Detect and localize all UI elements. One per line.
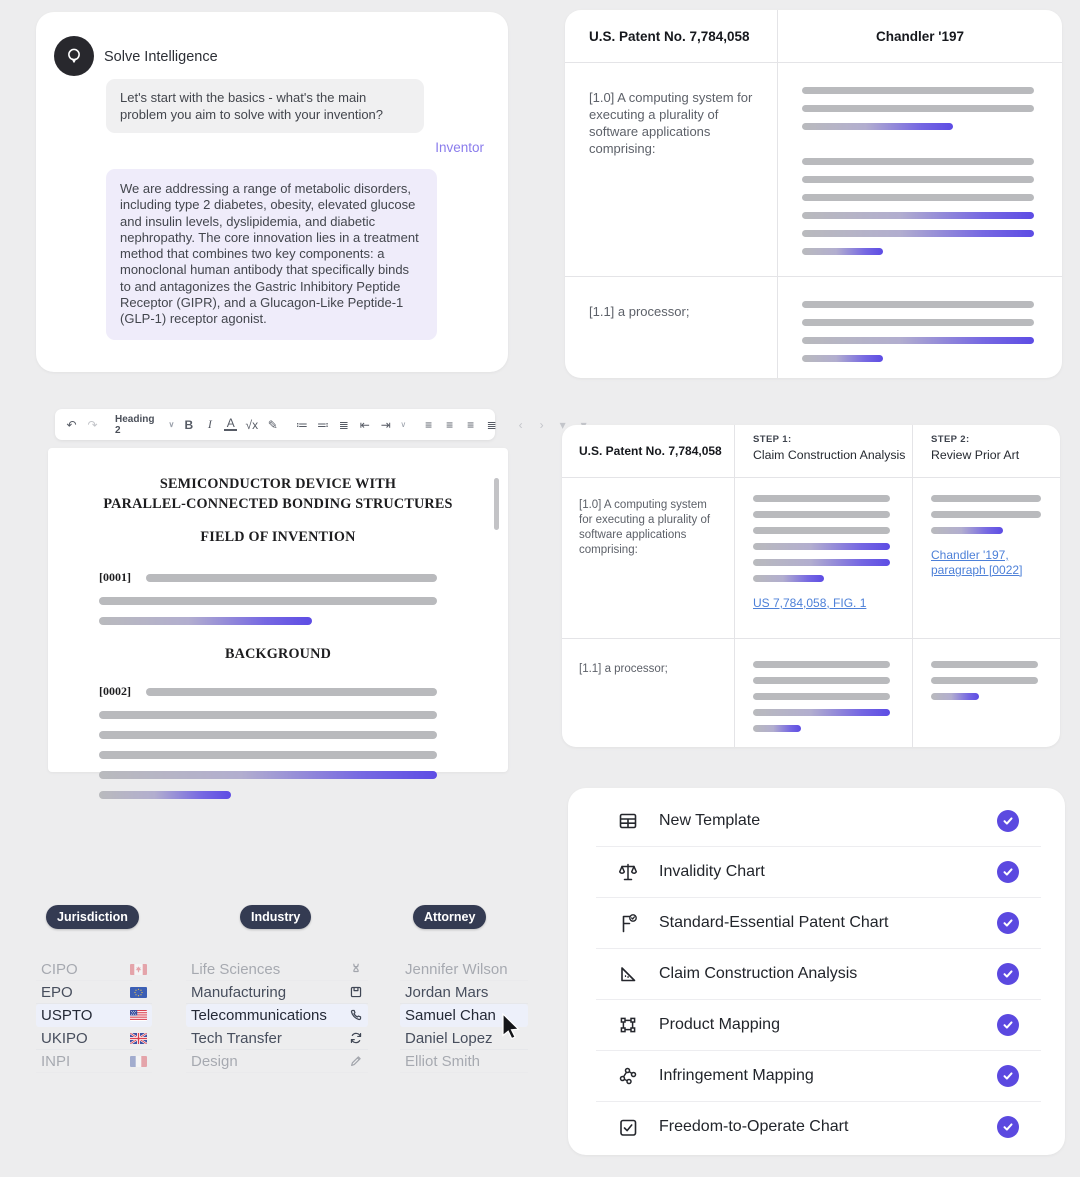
inventor-message: We are addressing a range of metabolic disorders, including type 2 diabetes, obesity, elevated glucose and insulin levels, dyslipidemia, and diabetic nephropathy. The core innovation lies in a treatment method that combines two key components: a monoclonal human antibody that specifically binds to and antagonizes the Gastric Inhibitory Peptide Receptor (GIPR), and a Glucagon-Like Peptide-1 (GLP-1) receptor agonist. — [106, 169, 437, 340]
option-label: EPO — [41, 983, 73, 1001]
redacted-text-bar — [802, 194, 1034, 201]
package-icon — [349, 985, 363, 999]
section-heading: BACKGROUND — [224, 646, 332, 662]
paragraph-0001 — [48, 570, 508, 625]
dna-icon — [349, 962, 363, 976]
redacted-text-bar — [802, 158, 1034, 165]
redacted-text-bar — [753, 693, 890, 700]
uk-flag-icon — [130, 1033, 147, 1044]
invalidity-chart-panel — [565, 10, 1062, 378]
option-label: Life Sciences — [191, 960, 281, 978]
redacted-text-bar — [753, 495, 890, 502]
option-label: USPTO — [41, 1006, 93, 1024]
redacted-text-bar — [753, 709, 890, 716]
jurisdiction-pill: Jurisdiction — [46, 905, 139, 929]
step1-label: STEP 1: — [753, 434, 792, 445]
redacted-text-bar — [753, 543, 890, 550]
align-right-button[interactable]: ≡ — [467, 417, 475, 432]
scrollbar[interactable] — [494, 478, 499, 530]
step2-cell — [912, 639, 1060, 747]
redacted-text-bar — [802, 123, 953, 130]
check-badge — [997, 861, 1019, 883]
mouse-cursor — [498, 1012, 524, 1047]
check-badge — [997, 810, 1019, 832]
redacted-analysis — [753, 661, 890, 732]
redacted-text-bar — [802, 105, 1034, 112]
redacted-text-bar — [99, 731, 437, 739]
option-label: Elliot Smith — [405, 1052, 481, 1070]
template-item-claim-construction-analysis[interactable] — [596, 949, 1041, 1000]
redacted-text-bar — [931, 527, 1003, 534]
assistant-message: Let's start with the basics - what's the main problem you aim to solve with your invention? — [106, 79, 424, 133]
heading-select-value: Heading 2 — [115, 413, 155, 436]
industry-option-design[interactable] — [186, 1050, 368, 1073]
redacted-text-bar — [802, 337, 1034, 344]
redacted-text-bar — [802, 355, 883, 362]
check-badge — [997, 912, 1019, 934]
step2-title: Review Prior Art — [931, 448, 1020, 462]
jurisdiction-option-ukipo[interactable] — [36, 1027, 152, 1050]
attorney-option-elliot-smith[interactable] — [400, 1050, 528, 1073]
undo-icon[interactable]: ↶ — [66, 417, 77, 432]
sync-icon — [349, 1031, 363, 1045]
redacted-text-bar — [802, 248, 883, 255]
check-badge — [997, 1116, 1019, 1138]
template-menu-panel — [568, 788, 1065, 1155]
table-row — [562, 478, 1060, 638]
chevron-down-icon[interactable]: ∨ — [400, 420, 407, 429]
industry-option-manufacturing[interactable] — [186, 981, 368, 1004]
claim-construction-panel — [562, 425, 1060, 747]
step2-label: STEP 2: — [931, 434, 970, 445]
eu-flag-icon — [130, 987, 147, 998]
check-badge — [997, 963, 1019, 985]
option-label: CIPO — [41, 960, 78, 978]
align-left-button[interactable]: ≡ — [425, 417, 433, 432]
option-label: Telecommunications — [191, 1006, 327, 1024]
template-item-infringement-mapping[interactable] — [596, 1051, 1041, 1102]
redacted-text-bar — [753, 677, 890, 684]
vector-square-icon — [616, 1014, 640, 1036]
option-label: Tech Transfer — [191, 1029, 282, 1047]
outdent-button[interactable]: ⇤ — [359, 417, 370, 432]
nav-next-icon[interactable]: › — [539, 417, 544, 432]
template-label: New Template — [659, 812, 761, 829]
pen-icon — [349, 1054, 363, 1068]
template-label: Invalidity Chart — [659, 863, 765, 880]
redo-icon[interactable]: ↷ — [87, 417, 98, 432]
formula-button[interactable]: √x — [245, 417, 259, 432]
option-label: Daniel Lopez — [405, 1029, 493, 1047]
paragraph-tag: [0001] — [99, 570, 131, 584]
claim-text: [1.0] A computing system for executing a plurality of software applications comprising: — [579, 499, 711, 556]
redacted-text-bar — [99, 597, 437, 605]
document-title-line1: SEMICONDUCTOR DEVICE WITH — [159, 476, 397, 492]
redacted-text-bar — [931, 693, 979, 700]
option-label: Manufacturing — [191, 983, 287, 1001]
redacted-text-bar — [99, 751, 437, 759]
text-color-button[interactable]: A — [224, 418, 237, 431]
jurisdiction-list — [36, 958, 152, 1073]
step1-cell — [734, 639, 912, 747]
redacted-text-bar — [99, 711, 437, 719]
nav-prev-icon[interactable]: ‹ — [518, 417, 523, 432]
redacted-text-bar — [753, 661, 890, 668]
patent-column-header: U.S. Patent No. 7,784,058 — [589, 28, 750, 44]
redacted-text-bar — [931, 495, 1041, 502]
redacted-text-bar — [99, 771, 437, 779]
option-label: Jordan Mars — [405, 983, 489, 1001]
option-label: UKIPO — [41, 1029, 88, 1047]
jurisdiction-option-uspto[interactable] — [36, 1004, 152, 1027]
template-item-product-mapping[interactable] — [596, 1000, 1041, 1051]
template-item-freedom-to-operate-chart[interactable] — [596, 1102, 1041, 1152]
redacted-text-bar — [753, 559, 890, 566]
redacted-analysis-cell — [777, 277, 1062, 378]
template-label: Claim Construction Analysis — [659, 965, 858, 982]
steps-table-header — [562, 425, 1060, 478]
option-label: INPI — [41, 1052, 71, 1070]
redacted-text-bar — [753, 511, 890, 518]
step1-title: Claim Construction Analysis — [753, 448, 906, 462]
italic-button[interactable]: I — [207, 417, 212, 431]
redacted-text-bar — [802, 319, 1034, 326]
claim-text: [1.1] a processor; — [589, 304, 690, 319]
highlight-button[interactable]: ✎ — [267, 417, 278, 432]
industry-option-life-sciences[interactable] — [186, 958, 368, 981]
brand-name: Solve Intelligence — [104, 49, 218, 65]
attorney-option-jordan-mars[interactable] — [400, 981, 528, 1004]
redacted-text-bar — [146, 574, 437, 582]
check-badge — [997, 1065, 1019, 1087]
checkbox-icon — [616, 1116, 640, 1138]
redacted-text-bar — [99, 791, 231, 799]
align-justify-button[interactable]: ≣ — [486, 417, 497, 432]
invalidity-table-header — [565, 10, 1062, 63]
set-square-icon — [616, 963, 640, 985]
chat-panel — [36, 12, 508, 372]
usa-flag-icon — [130, 1010, 147, 1021]
france-flag-icon — [130, 1056, 147, 1067]
canada-flag-icon — [130, 964, 147, 975]
network-icon — [616, 1065, 640, 1087]
redacted-paragraph — [99, 597, 437, 625]
industry-pill: Industry — [240, 905, 311, 929]
industry-option-tech-transfer[interactable] — [186, 1027, 368, 1050]
scales-icon — [616, 861, 640, 883]
redacted-text-bar — [802, 212, 1034, 219]
ordered-list-button[interactable]: ≕ — [316, 417, 329, 432]
template-label: Infringement Mapping — [659, 1067, 814, 1084]
editor-toolbar — [55, 409, 566, 440]
bold-button[interactable]: B — [184, 417, 194, 432]
indent-button[interactable]: ⇥ — [380, 417, 391, 432]
step1-cell — [734, 478, 912, 638]
redacted-text-bar — [753, 575, 824, 582]
redacted-text-bar — [99, 617, 312, 625]
check-badge — [997, 1014, 1019, 1036]
patent-column-header: U.S. Patent No. 7,784,058 — [579, 444, 722, 458]
step2-column-header — [912, 425, 1060, 477]
template-item-new-template[interactable] — [596, 796, 1041, 847]
redacted-text-bar — [753, 527, 890, 534]
industry-list — [186, 958, 368, 1073]
jurisdiction-option-cipo[interactable] — [36, 958, 152, 981]
step1-column-header — [734, 425, 912, 477]
redacted-analysis — [753, 495, 890, 582]
paragraph-tag: [0002] — [99, 684, 131, 698]
bullet-list-button[interactable]: ≔ — [295, 417, 308, 432]
jurisdiction-option-epo[interactable] — [36, 981, 152, 1004]
redacted-text-bar — [753, 725, 801, 732]
claim-text: [1.1] a processor; — [579, 663, 668, 675]
redacted-paragraph — [99, 711, 437, 799]
option-label: Jennifer Wilson — [405, 960, 508, 978]
paragraph-0002 — [48, 684, 508, 799]
align-center-button[interactable]: ≡ — [446, 417, 454, 432]
prior-art-link[interactable]: Chandler '197, paragraph [0022] — [931, 548, 1023, 577]
template-label: Product Mapping — [659, 1016, 780, 1033]
redacted-text-bar — [931, 677, 1038, 684]
attorney-option-jennifer-wilson[interactable] — [400, 958, 528, 981]
template-label: Freedom-to-Operate Chart — [659, 1118, 849, 1135]
template-label: Standard-Essential Patent Chart — [659, 914, 889, 931]
heading-select[interactable] — [115, 414, 174, 436]
redacted-text-bar — [802, 230, 1034, 237]
redacted-text-bar — [931, 661, 1038, 668]
redacted-text-bar — [146, 688, 437, 696]
chevron-down-icon: ∨ — [168, 420, 175, 429]
redacted-text-bar — [802, 176, 1034, 183]
prior-art-column-header: Chandler '197 — [777, 10, 1062, 62]
redacted-analysis — [931, 661, 1038, 700]
lightbulb-icon — [63, 45, 85, 67]
redacted-analysis — [931, 495, 1041, 534]
template-item-standard-essential-patent-chart[interactable] — [596, 898, 1041, 949]
table-icon — [616, 810, 640, 832]
redacted-text-bar — [931, 511, 1041, 518]
flag-check-icon — [616, 912, 640, 934]
option-label: Design — [191, 1052, 238, 1070]
solve-intelligence-logo — [54, 36, 94, 76]
figure-link[interactable]: US 7,784,058, FIG. 1 — [753, 596, 867, 610]
section-heading: FIELD OF INVENTION — [200, 529, 356, 545]
claim-text: [1.0] A computing system for executing a plurality of software applications comprising: — [589, 90, 753, 156]
template-item-invalidity-chart[interactable] — [596, 847, 1041, 898]
redacted-text-bar — [802, 87, 1034, 94]
redacted-text-bar — [802, 301, 1034, 308]
table-row — [562, 638, 1060, 747]
table-row — [565, 276, 1062, 378]
redacted-analysis-cell — [777, 63, 1062, 276]
task-list-button[interactable]: ≣ — [338, 417, 349, 432]
jurisdiction-option-inpi[interactable] — [36, 1050, 152, 1073]
phone-icon — [349, 1008, 363, 1022]
document-title-line2: PARALLEL-CONNECTED BONDING STRUCTURES — [103, 496, 453, 512]
table-row — [565, 63, 1062, 276]
patent-document-editor[interactable] — [48, 448, 508, 772]
sender-label: Inventor — [435, 140, 484, 155]
step2-cell — [912, 478, 1060, 638]
industry-option-telecommunications[interactable] — [186, 1004, 368, 1027]
attorney-pill: Attorney — [413, 905, 486, 929]
insert-menu-icon[interactable]: ▾ — [559, 417, 566, 432]
option-label: Samuel Chan — [405, 1006, 496, 1024]
